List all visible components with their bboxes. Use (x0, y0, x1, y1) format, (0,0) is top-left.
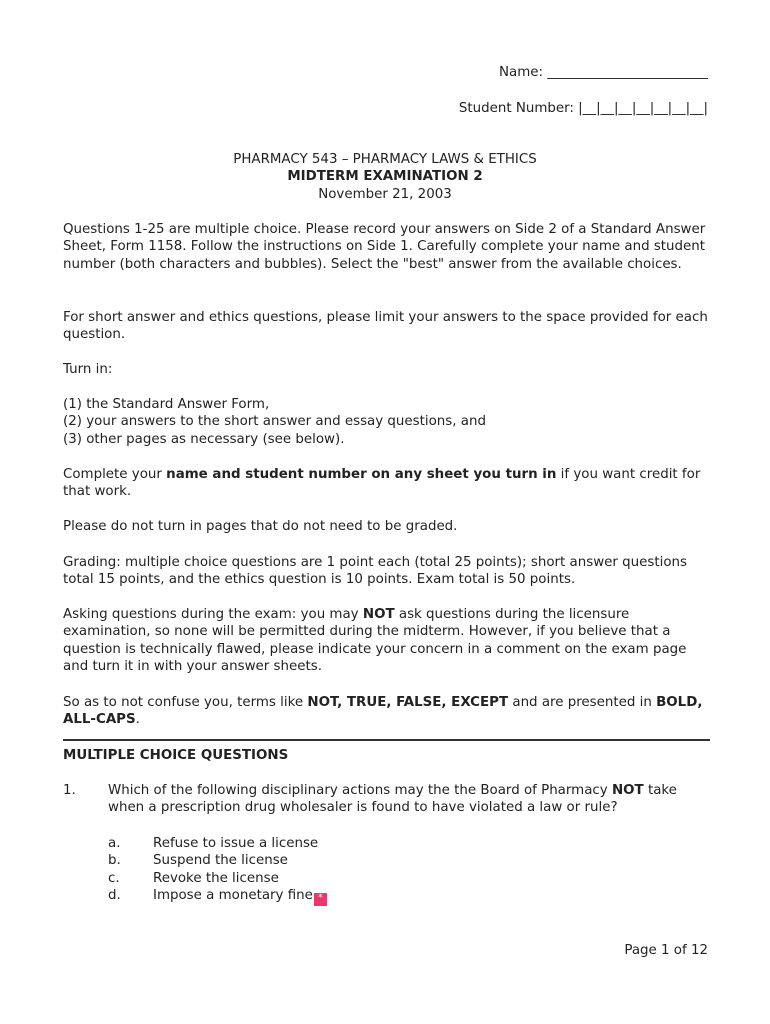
section-divider (63, 739, 710, 741)
option-text-b: Suspend the license (153, 853, 288, 868)
credit-text-bold: name and student number on any sheet you turn in (166, 467, 557, 482)
question-text (108, 782, 708, 817)
questions-text-end: ask questions during the licensure examination, so none will be permitted during the midterm. However, if you believe that a question is technically flawed, please indicate your concern in a comment on the exam page and turn it in with your answer sheets. (63, 607, 687, 675)
option-text-a: Refuse to issue a license (153, 836, 319, 851)
instructions-paragraph-terms (63, 694, 713, 729)
option-text-d: Impose a monetary fine (153, 888, 313, 903)
terms-text-start: So as to not confuse you, terms like (63, 695, 308, 710)
question-text-bold: NOT (611, 783, 644, 798)
credit-text-end: if you want credit for that work. (63, 467, 701, 500)
exam-date: November 21, 2003 (318, 187, 452, 202)
turn-in-list (63, 396, 713, 448)
name-field-line: Name: ________________________ (499, 65, 708, 80)
instructions-paragraph-short-answer: For short answer and ethics questions, please limit your answers to the space provided for each question. (63, 310, 708, 343)
annotation-marker-icon[interactable]: * (314, 893, 327, 906)
question-number: 1. (63, 783, 76, 798)
turn-in-item: (2) your answers to the short answer and essay questions, and (63, 414, 486, 430)
option-letter-d: d. (108, 888, 121, 903)
instructions-paragraph-credit (63, 466, 713, 501)
turn-in-item: (1) the Standard Answer Form, (63, 397, 270, 412)
terms-text-bold-2: BOLD, ALL-CAPS (63, 695, 703, 728)
option-letter-a: a. (108, 836, 121, 851)
question-text-start: Which of the following disciplinary actions may the the Board of Pharmacy (108, 783, 612, 798)
exam-title: MIDTERM EXAMINATION 2 (287, 169, 483, 184)
questions-text-bold: NOT (362, 607, 395, 622)
student-number-field-line: Student Number: |__|__|__|__|__|__|__| (458, 101, 708, 116)
questions-text-start: Asking questions during the exam: you may (63, 607, 363, 622)
turn-in-item: (3) other pages as necessary (see below). (63, 431, 345, 447)
option-text-c: Revoke the license (153, 871, 279, 886)
option-d (153, 887, 327, 906)
course-title: PHARMACY 543 – PHARMACY LAWS & ETHICS (233, 152, 537, 167)
terms-text-mid: and are presented in (508, 695, 657, 710)
question-text-end: take when a prescription drug wholesaler is found to have violated a law or rule? (108, 783, 677, 816)
terms-text-bold-1: NOT, TRUE, FALSE, EXCEPT (307, 695, 509, 710)
instructions-paragraph-grading: Grading: multiple choice questions are 1 point each (total 25 points); short answer questions total 15 points, and the ethics question is 10 points. Exam total is 50 points. (63, 555, 687, 588)
option-letter-c: c. (108, 871, 120, 886)
instructions-paragraph-grading-pages: Please do not turn in pages that do not need to be graded. (63, 519, 458, 534)
section-heading: MULTIPLE CHOICE QUESTIONS (63, 748, 289, 763)
page-number: Page 1 of 12 (624, 943, 708, 958)
instructions-paragraph-questions (63, 606, 713, 676)
option-letter-b: b. (108, 853, 121, 868)
turn-in-heading: Turn in: (63, 362, 113, 377)
instructions-paragraph-answers: Questions 1-25 are multiple choice. Please record your answers on Side 2 of a Standard Answer Sheet, Form 1158. Follow the instructions on Side 1. Carefully complete your name and student number (both characters and bubbles). Select the "best" answer from the available choices. (63, 222, 706, 272)
terms-text-end: . (135, 712, 140, 728)
credit-text-start: Complete your (63, 467, 167, 482)
